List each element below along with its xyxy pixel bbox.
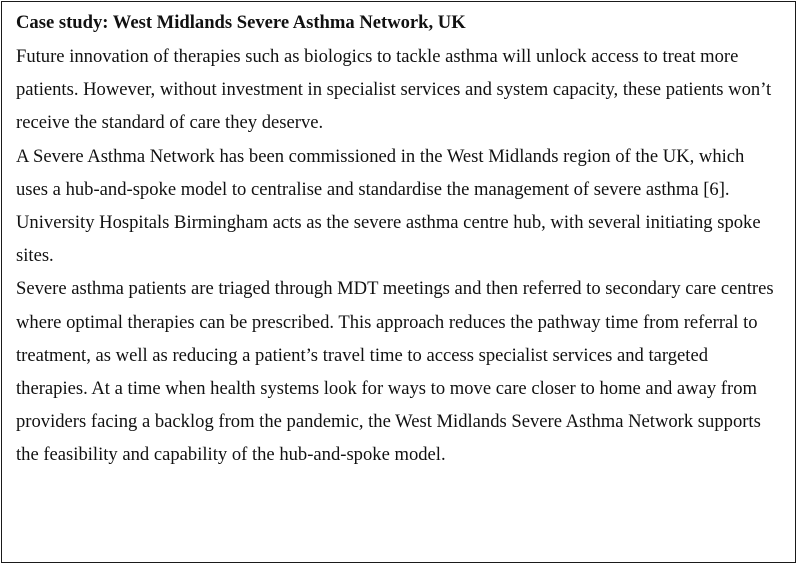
paragraph-network-commissioned: A Severe Asthma Network has been commissioned in the West Midlands region of the UK, which uses a hub-and-spoke model to centralise and standardise the management of severe asthma [6]. University Hospitals Birmingham acts as the severe asthma centre hub, with several initiating spoke sites. [16,145,761,267]
paragraph-patient-triage: Severe asthma patients are triaged through MDT meetings and then referred to secondary care centres where optimal therapies can be prescribed. This approach reduces the pathway time from referral to treatment, as well as reducing a patient’s travel time to access specialist services and targeted therapies. At a time when health systems look for ways to move care closer to home and away from providers facing a backlog from the pandemic, the West Midlands Severe Asthma Network supports the feasibility and capability of the hub-and-spoke model. [16,278,774,466]
case-study-title: Case study: West Midlands Severe Asthma Network, UK [16,12,466,33]
case-study-box [1,1,796,563]
paragraph-future-innovation: Future innovation of therapies such as biologics to tackle asthma will unlock access to treat more patients. However, without investment in specialist services and system capacity, these patients won’t receive the standard of care they deserve. [16,46,772,134]
